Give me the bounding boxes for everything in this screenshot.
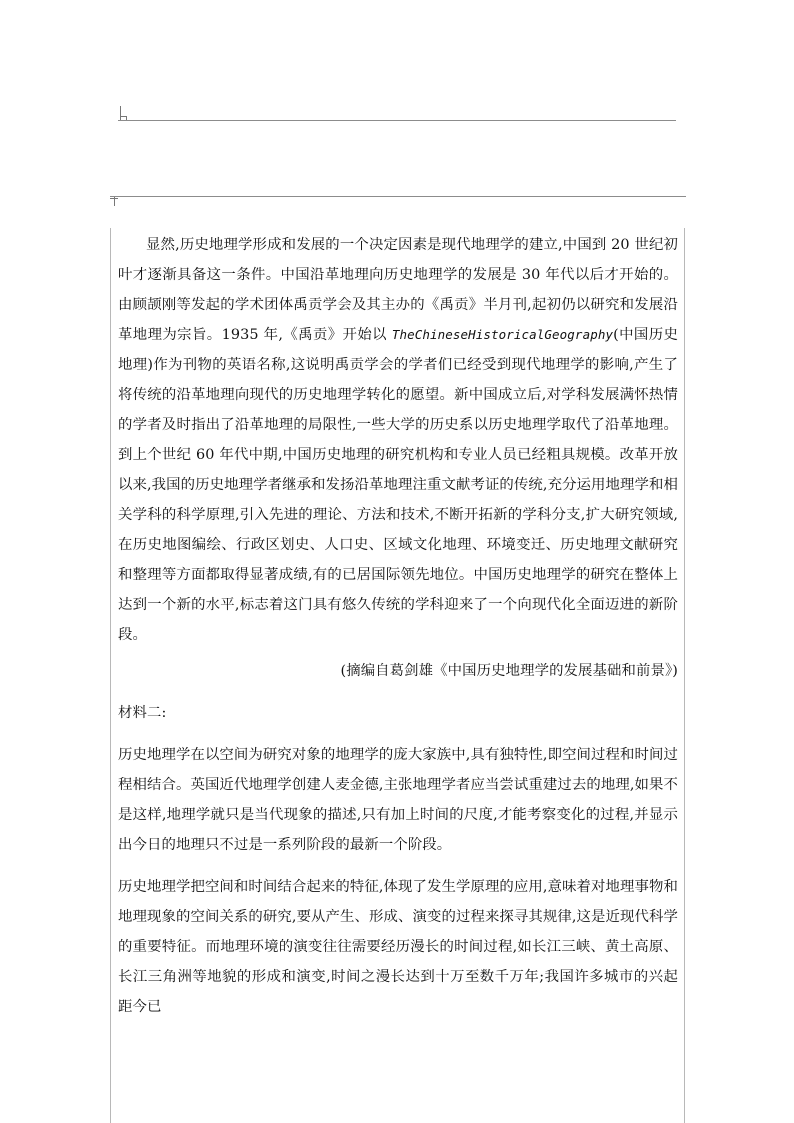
material-one-text-part2: (中国历史地理)作为刊物的英语名称,这说明禹贡学会的学者们已经受到现代地理学的影响,产生了将传统的沿革地理向现代的历史地理学转化的愿望。新中国成立后,对学科发展满怀热情的学者及时指出了沿革地理的局限性,一些大学的历史系以历史地理学取代了沿革地理。到上个世纪 60 年代中期,中国历史地理的研究机构和专业人员已经粗具规模。改革开放以来,我国的历史地理学者继承和发扬沿革地理注重文献考证的传统,充分运用地理学和相关学科的科学原理,引入先进的理论、方法和技术,不断开拓新的学科分支,扩大研究领域,在历史地图编绘、行政区划史、人口史、区域文化地理、环境变迁、历史地理文献研究和整理等方面都取得显著成绩,有的已居国际领先地位。中国历史地理学的研究在整体上达到一个新的水平,标志着这门具有悠久传统的学科迎来了一个向现代化全面迈进的新阶段。 — [118, 327, 678, 643]
material-one-paragraph — [118, 230, 678, 650]
english-journal-title: TheChineseHistoricalGeography — [391, 327, 614, 342]
frame-left-border — [110, 228, 111, 1123]
header-corner-mark — [118, 106, 125, 120]
document-body — [118, 230, 678, 1022]
section-rule — [110, 196, 686, 197]
section-corner-mark — [110, 196, 120, 208]
material-two-paragraph-1: 历史地理学在以空间为研究对象的地理学的庞大家族中,具有独特性,即空间过程和时间过程相结合。英国近代地理学创建人麦金德,主张地理学者应当尝试重建过去的地理,如果不是这样,地理学就只是当代现象的描述,只有加上时间的尺度,才能考察变化的过程,并显示出今日的地理只不过是一系列阶段的最新一个阶段。 — [118, 747, 678, 853]
material-two-label: 材料二: — [118, 705, 167, 721]
frame-right-border — [684, 228, 685, 1123]
material-one-source: (摘编自葛剑雄《中国历史地理学的发展基础和前景》) — [340, 663, 678, 679]
header-rule — [118, 120, 676, 121]
material-two-paragraph-2: 历史地理学把空间和时间结合起来的特征,体现了发生学原理的应用,意味着对地理事物和地理现象的空间关系的研究,要从产生、形成、演变的过程来探寻其规律,这是近现代科学的重要特征。而地理环境的演变往往需要经历漫长的时间过程,如长江三峡、黄土高原、长江三角洲等地貌的形成和演变,时间之漫长达到十万至数千万年;我国许多城市的兴起距今已 — [118, 879, 678, 1015]
material-one-text-part1: 显然,历史地理学形成和发展的一个决定因素是现代地理学的建立,中国到 20 世纪初叶才逐渐具备这一条件。中国沿革地理向历史地理学的发展是 30 年代以后才开始的。由顾颉刚等发起的学术团体禹贡学会及其主办的《禹贡》半月刊,起初仍以研究和发展沿革地理为宗旨。1935 年,《禹贡》开始以 — [118, 237, 678, 343]
